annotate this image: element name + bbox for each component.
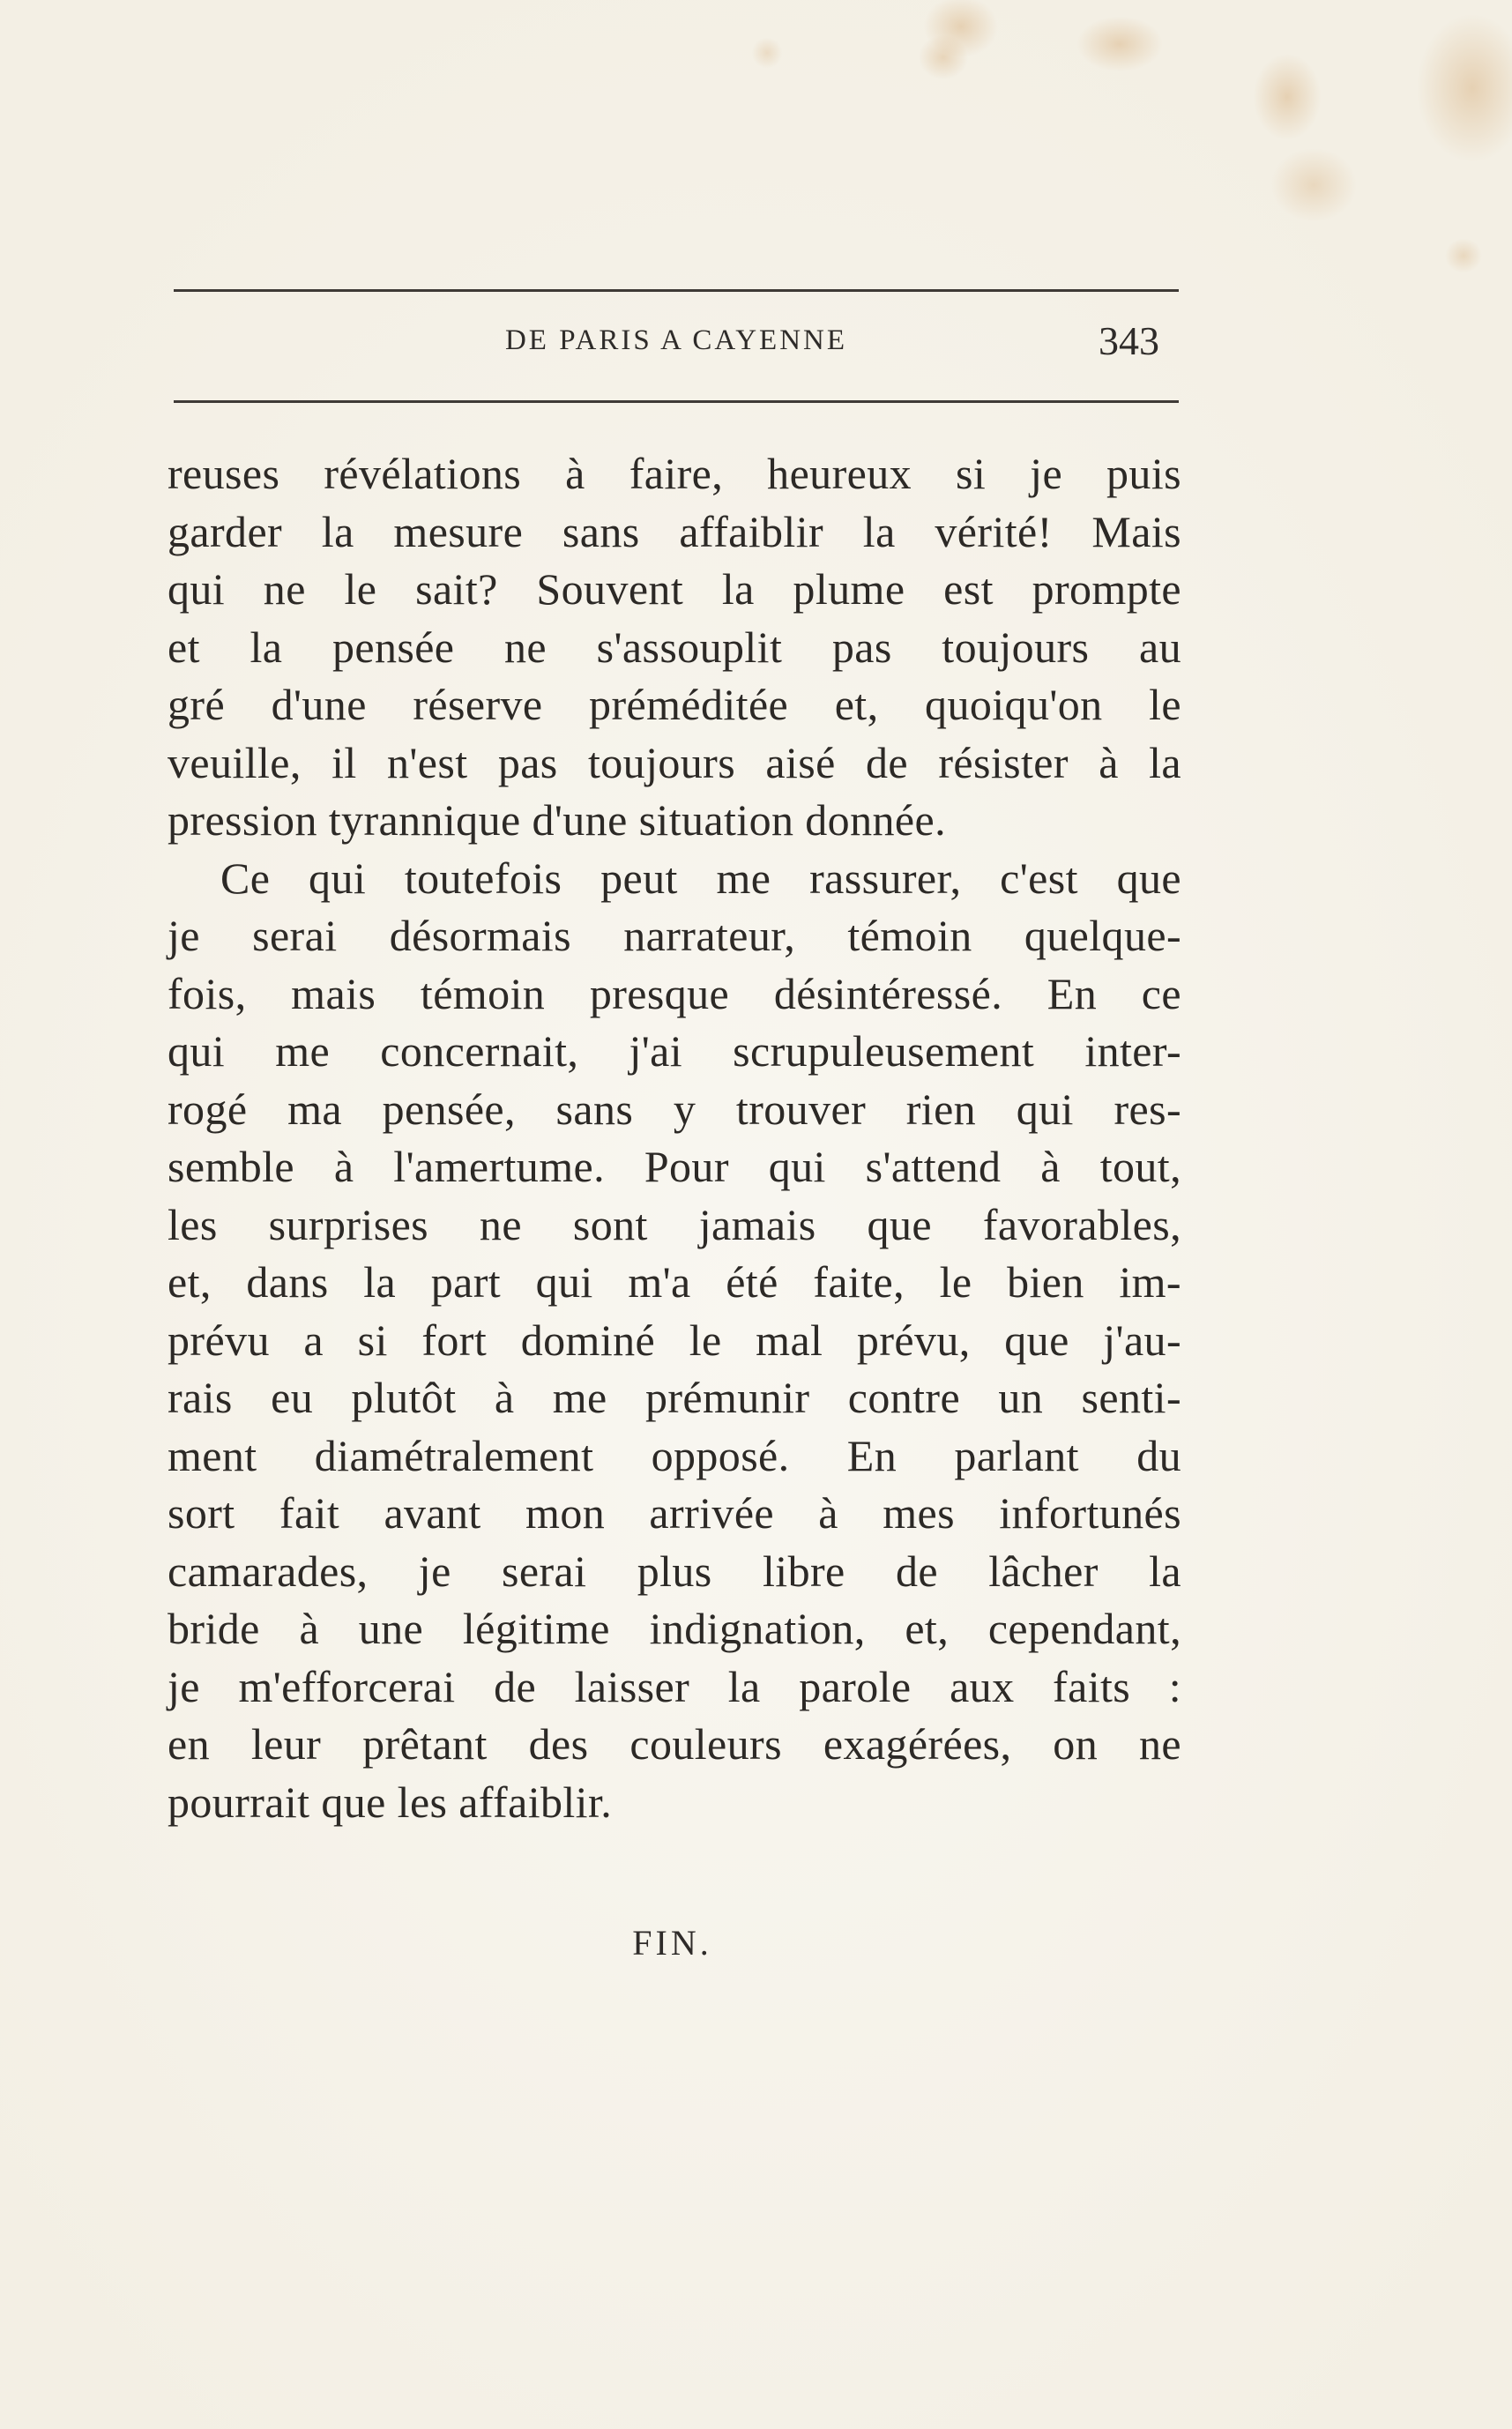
text-line: rais eu plutôt à me prémunir contre un senti-	[168, 1373, 1181, 1422]
paragraph-1	[168, 445, 1181, 850]
text-line: je m'efforcerai de laisser la parole aux faits :	[168, 1661, 1181, 1711]
running-head	[174, 317, 1179, 379]
text-line: qui me concernait, j'ai scrupuleusement inter-	[168, 1026, 1181, 1076]
header-rule-top	[174, 289, 1179, 292]
text-line: rogé ma pensée, sans y trouver rien qui res-	[168, 1084, 1181, 1134]
text-line: gré d'une réserve préméditée et, quoiqu'on le	[168, 680, 1181, 729]
text-line: bride à une légitime indignation, et, cependant,	[168, 1604, 1181, 1653]
text-line: Ce qui toutefois peut me rassurer, c'est que	[220, 853, 1181, 903]
text-line: je serai désormais narrateur, témoin quelque-	[168, 911, 1181, 960]
text-line: ment diamétralement opposé. En parlant du	[168, 1430, 1181, 1480]
end-mark	[0, 1922, 1512, 1963]
text-line: et la pensée ne s'assouplit pas toujours au	[168, 622, 1181, 672]
text-line: qui ne le sait? Souvent la plume est prompte	[168, 564, 1181, 614]
text-line: fois, mais témoin presque désintéressé. En ce	[168, 968, 1181, 1018]
page-number: 343	[1099, 318, 1159, 363]
text-line: veuille, il n'est pas toujours aisé de résister à la	[168, 737, 1181, 787]
running-title: DE PARIS A CAYENNE	[504, 324, 848, 356]
text-line: semble à l'amertume. Pour qui s'attend à tout,	[168, 1142, 1181, 1191]
header-rule-bottom	[174, 400, 1179, 403]
text-line: en leur prêtant des couleurs exagérées, on ne	[168, 1719, 1181, 1769]
text-line: camarades, je serai plus libre de lâcher la	[168, 1546, 1181, 1596]
text-line: pression tyrannique d'une situation donnée.	[168, 795, 946, 845]
body-text	[168, 445, 1181, 1831]
text-line: et, dans la part qui m'a été faite, le bien im-	[168, 1257, 1181, 1307]
text-line: sort fait avant mon arrivée à mes infortunés	[168, 1488, 1181, 1538]
text-line: prévu a si fort dominé le mal prévu, que j'au-	[168, 1315, 1181, 1365]
text-line: pourrait que les affaiblir.	[168, 1777, 613, 1827]
text-line: les surprises ne sont jamais que favorables,	[168, 1199, 1181, 1249]
fin-text: FIN.	[632, 1923, 712, 1963]
paragraph-2	[168, 850, 1181, 1832]
text-line: garder la mesure sans affaiblir la vérité! Mais	[168, 506, 1181, 556]
text-line: reuses révélations à faire, heureux si je puis	[168, 449, 1181, 498]
